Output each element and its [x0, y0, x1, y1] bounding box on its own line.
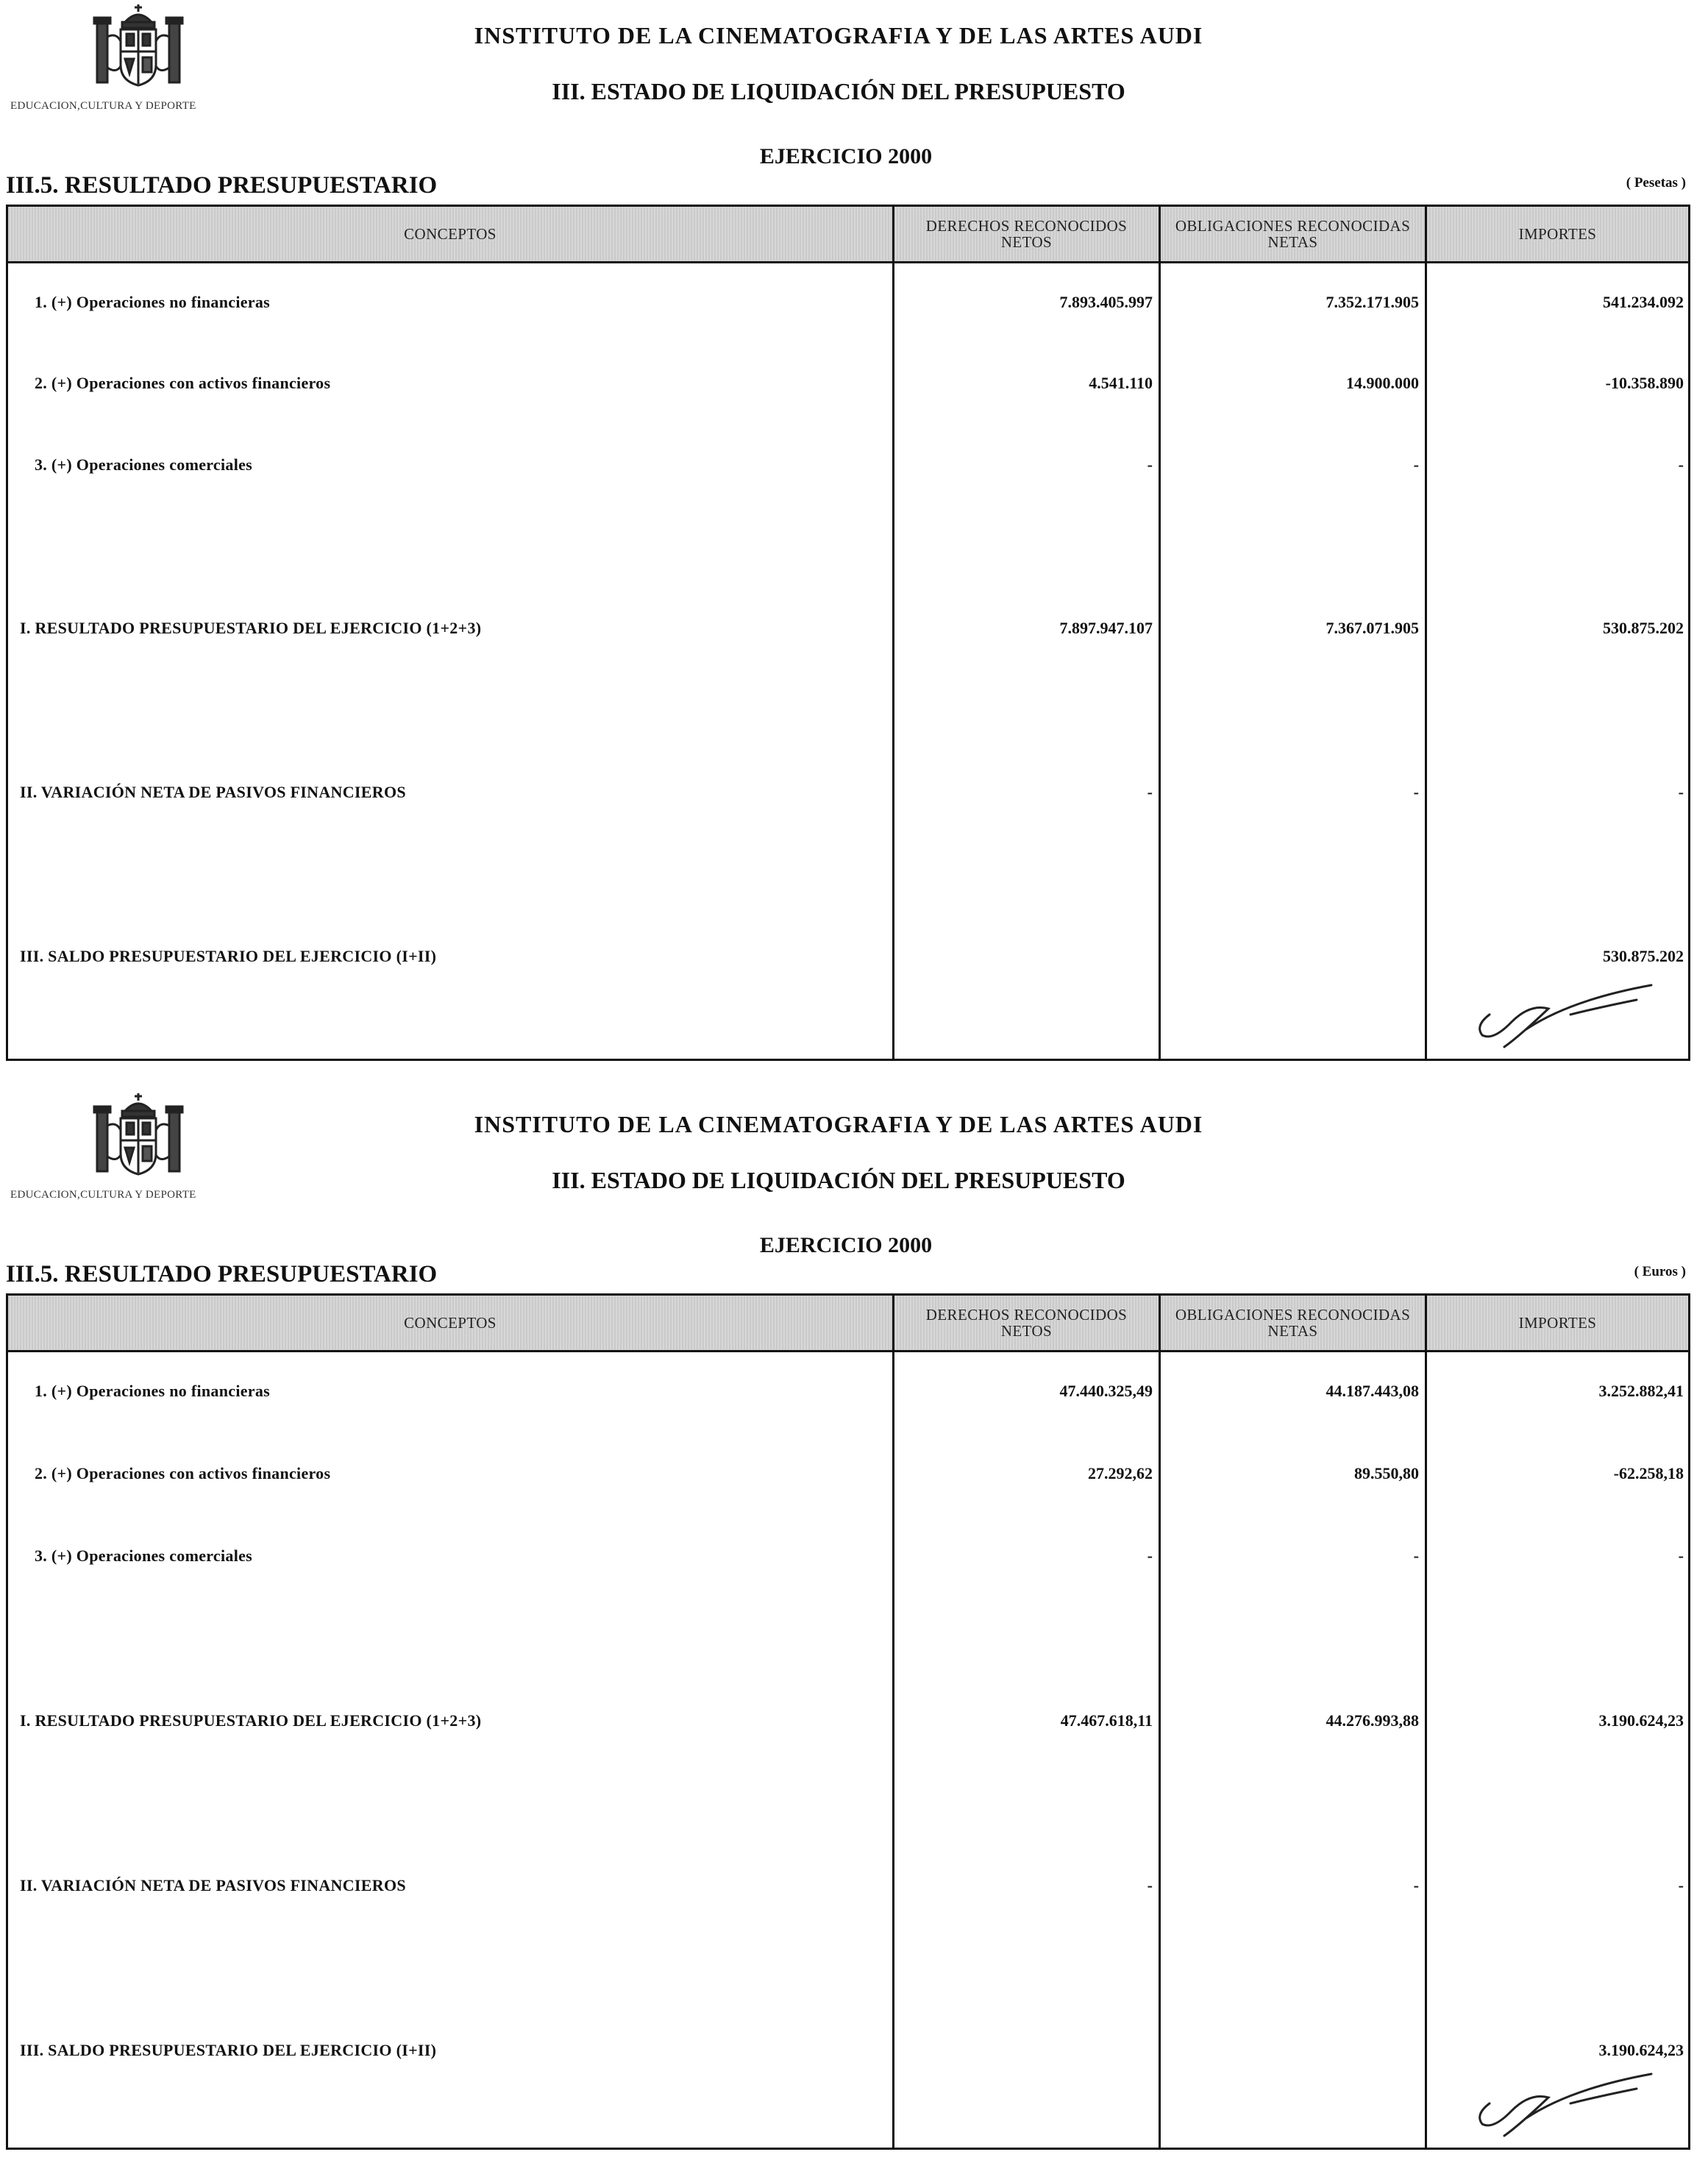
section-title: III. ESTADO DE LIQUIDACIÓN DEL PRESUPUESTO [552, 1167, 1125, 1193]
fiscal-year: EJERCICIO 2000 [759, 144, 933, 168]
row-obligations: - [1413, 1546, 1419, 1565]
table-row [8, 1382, 1688, 1411]
row-rights: - [1147, 783, 1153, 801]
table-row [8, 1546, 1688, 1576]
coat-of-arms-icon [87, 0, 190, 94]
institute-title: INSTITUTO DE LA CINEMATOGRAFIA Y DE LAS ARTES AUDI [474, 1111, 1203, 1137]
budget-result-sheet-pesetas [0, 0, 1708, 1074]
row-concept: II. VARIACIÓN NETA DE PASIVOS FINANCIEROS [20, 783, 406, 801]
row-obligations: 89.550,80 [1354, 1464, 1419, 1482]
header-amounts-label: IMPORTES [1518, 225, 1597, 243]
row-amount: - [1678, 455, 1684, 474]
header-rights [894, 1296, 1159, 1350]
row-rights: 47.440.325,49 [1059, 1382, 1153, 1400]
row-concept: I. RESULTADO PRESUPUESTARIO DEL EJERCICIO (1+2+3) [20, 619, 482, 637]
header-obligations-line1: OBLIGACIONES RECONOCIDAS [1175, 217, 1411, 235]
row-rights: 47.467.618,11 [1060, 1711, 1153, 1730]
row-rights: - [1147, 1546, 1153, 1565]
signature-mark [1460, 970, 1659, 1051]
table-row [8, 783, 1688, 812]
row-amount: 530.875.202 [1603, 947, 1684, 965]
table-row [8, 2041, 1688, 2070]
row-amount: 3.252.882,41 [1598, 1382, 1684, 1400]
header-concepts-label: CONCEPTOS [404, 225, 497, 243]
row-concept: 3. (+) Operaciones comerciales [35, 455, 253, 474]
row-rights: 7.893.405.997 [1059, 293, 1153, 311]
row-obligations: 7.352.171.905 [1326, 293, 1419, 311]
header-amounts [1427, 207, 1688, 261]
row-concept: III. SALDO PRESUPUESTARIO DEL EJERCICIO (I+II) [20, 947, 437, 965]
header-rights-line2: NETOS [1000, 233, 1053, 251]
table-row [8, 947, 1688, 976]
header-rights [894, 207, 1159, 261]
header-obligations-line2: NETAS [1267, 1322, 1318, 1340]
header-amounts [1427, 1296, 1688, 1350]
table-row [8, 1464, 1688, 1494]
header-rights-line1: DERECHOS RECONOCIDOS [925, 217, 1128, 235]
row-rights: 27.292,62 [1088, 1464, 1153, 1482]
row-obligations: - [1413, 783, 1419, 801]
row-rights: 7.897.947.107 [1059, 619, 1153, 637]
header-concepts [8, 207, 892, 261]
budget-result-sheet-euros [0, 1089, 1708, 2163]
row-rights: - [1147, 455, 1153, 474]
row-obligations: 44.187.443,08 [1326, 1382, 1419, 1400]
row-amount: -62.258,18 [1613, 1464, 1684, 1482]
table-title: III.5. RESULTADO PRESUPUESTARIO [6, 172, 438, 199]
row-concept: 1. (+) Operaciones no financieras [35, 293, 271, 311]
row-obligations: 7.367.071.905 [1326, 619, 1419, 637]
row-rights: - [1147, 1876, 1153, 1894]
header-rights-line1: DERECHOS RECONOCIDOS [925, 1306, 1128, 1324]
table-row [8, 374, 1688, 403]
row-concept: II. VARIACIÓN NETA DE PASIVOS FINANCIEROS [20, 1876, 406, 1894]
row-concept: I. RESULTADO PRESUPUESTARIO DEL EJERCICIO (1+2+3) [20, 1711, 482, 1730]
fiscal-year: EJERCICIO 2000 [759, 1233, 933, 1257]
row-amount: 530.875.202 [1603, 619, 1684, 637]
row-concept: 1. (+) Operaciones no financieras [35, 1382, 271, 1400]
header-amounts-label: IMPORTES [1518, 1314, 1597, 1332]
table-title: III.5. RESULTADO PRESUPUESTARIO [6, 1261, 438, 1288]
header-concepts [8, 1296, 892, 1350]
header-obligations-line2: NETAS [1267, 233, 1318, 251]
institute-title: INSTITUTO DE LA CINEMATOGRAFIA Y DE LAS ARTES AUDI [474, 22, 1203, 49]
row-concept: III. SALDO PRESUPUESTARIO DEL EJERCICIO (I+II) [20, 2041, 437, 2059]
section-title: III. ESTADO DE LIQUIDACIÓN DEL PRESUPUESTO [552, 78, 1125, 104]
row-amount: - [1678, 1876, 1684, 1894]
row-amount: 3.190.624,23 [1598, 1711, 1684, 1730]
budget-result-table [6, 205, 1690, 1061]
row-amount: -10.358.890 [1605, 374, 1684, 392]
ministry-name: EDUCACION,CULTURA Y DEPORTE [10, 100, 196, 112]
ministry-name: EDUCACION,CULTURA Y DEPORTE [10, 1189, 196, 1201]
table-row [8, 1876, 1688, 1906]
header-rights-line2: NETOS [1000, 1322, 1053, 1340]
row-rights: 4.541.110 [1089, 374, 1153, 392]
row-concept: 3. (+) Operaciones comerciales [35, 1546, 253, 1565]
row-amount: - [1678, 783, 1684, 801]
header-obligations [1161, 207, 1425, 261]
row-amount: 541.234.092 [1603, 293, 1684, 311]
row-concept: 2. (+) Operaciones con activos financieros [35, 1464, 331, 1482]
currency-unit: ( Euros ) [1634, 1264, 1686, 1279]
header-concepts-label: CONCEPTOS [404, 1314, 497, 1332]
row-obligations: 44.276.993,88 [1326, 1711, 1419, 1730]
signature-mark [1460, 2059, 1659, 2140]
row-obligations: 14.900.000 [1346, 374, 1419, 392]
row-obligations: - [1413, 1876, 1419, 1894]
table-row [8, 455, 1688, 485]
table-row [8, 619, 1688, 648]
header-obligations [1161, 1296, 1425, 1350]
row-amount: 3.190.624,23 [1598, 2041, 1684, 2059]
table-row [8, 1711, 1688, 1741]
coat-of-arms-icon [87, 1089, 190, 1183]
row-amount: - [1678, 1546, 1684, 1565]
header-obligations-line1: OBLIGACIONES RECONOCIDAS [1175, 1306, 1411, 1324]
budget-result-table [6, 1293, 1690, 2150]
currency-unit: ( Pesetas ) [1626, 175, 1686, 191]
row-obligations: - [1413, 455, 1419, 474]
table-row [8, 293, 1688, 322]
row-concept: 2. (+) Operaciones con activos financieros [35, 374, 331, 392]
